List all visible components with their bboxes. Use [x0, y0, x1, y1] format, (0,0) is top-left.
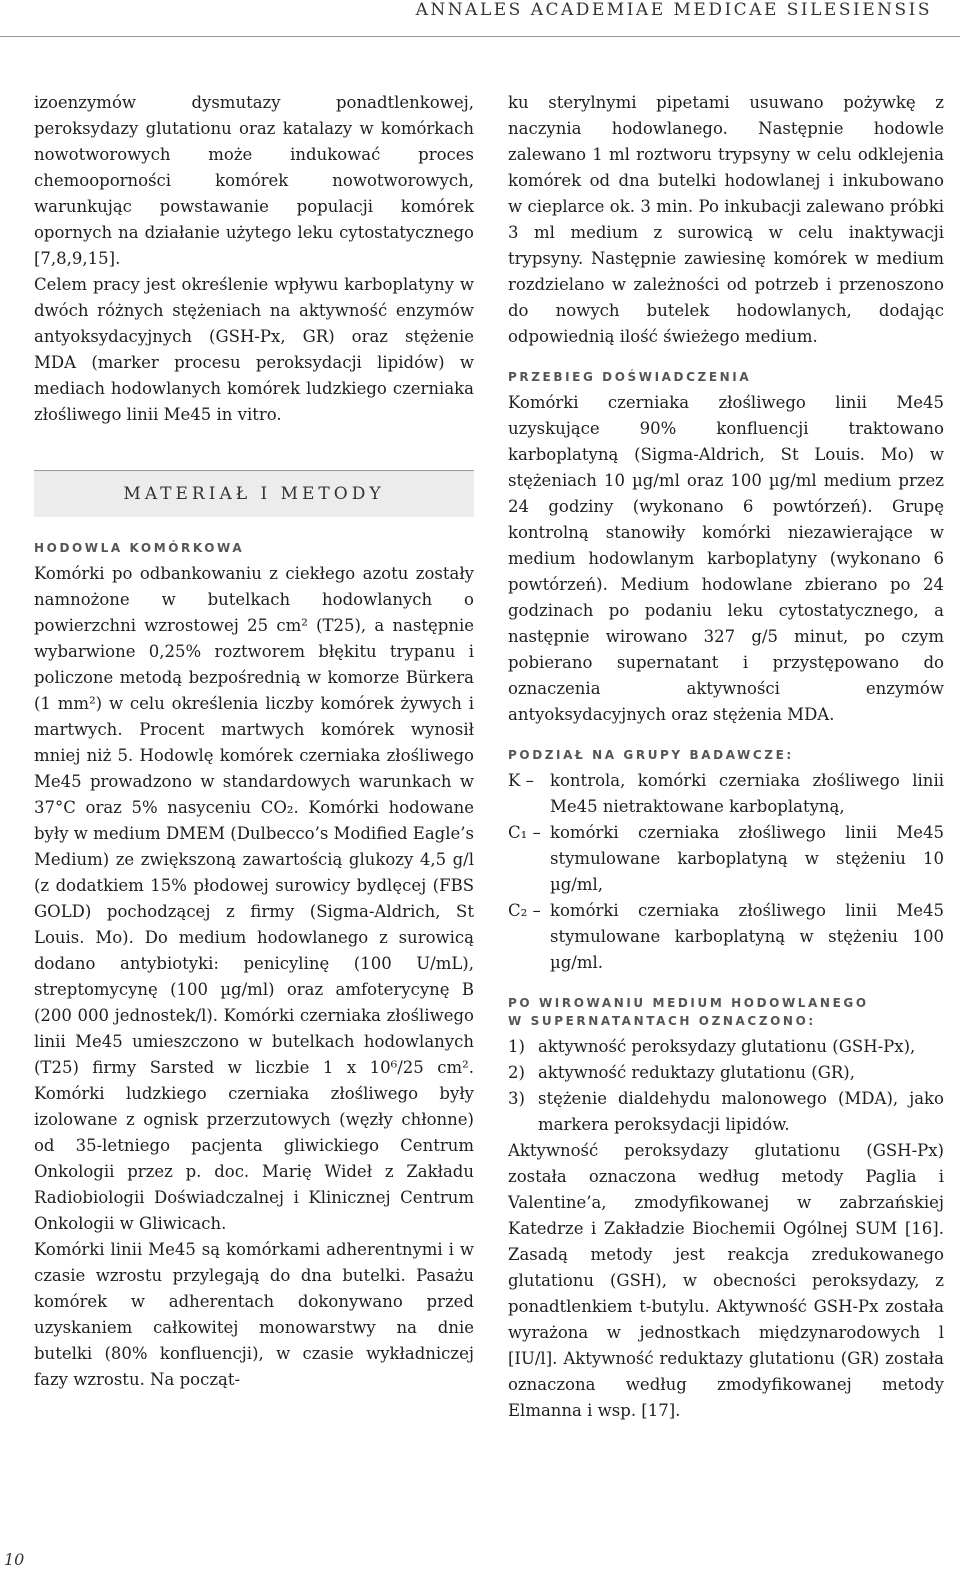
subheading: W SUPERNATANTACH OZNACZONO: — [508, 1014, 816, 1028]
paragraph: Celem pracy jest określenie wpływu karboplatyny w dwóch różnych stężeniach na aktywność enzymów antyoksydacyjnych (GSH-Px, GR) oraz stężenie MDA (marker procesu peroksydacji lipidów) w mediach hodowlanych komórek ludzkiego czerniaka złośliwego linii Me45 in vitro. — [34, 275, 474, 424]
group-text: kontrola, komórki czerniaka złośliwego linii Me45 nietraktowane karboplatyną, — [550, 771, 944, 816]
journal-title: ANNALES ACADEMIAE MEDICAE SILESIENSIS — [415, 0, 932, 20]
group-label: K – — [508, 771, 534, 790]
list-number: 2) — [508, 1063, 525, 1082]
group-item — [508, 898, 944, 976]
section-heading: MATERIAŁ I METODY — [34, 470, 474, 517]
subheading: PODZIAŁ NA GRUPY BADAWCZE: — [508, 748, 794, 762]
paragraph: Komórki linii Me45 są komórkami adherentnymi i w czasie wzrostu przylegają do dna butelki. Pasażu komórek w adherentach dokonywano przed uzyskaniem całkowitej monowarstwy na dnie butelki (80% konfluencji), w czasie wykładniczej fazy wzrostu. Na począt- — [34, 1240, 474, 1389]
page-header — [0, 0, 960, 37]
page-number: 10 — [4, 1550, 25, 1569]
subheading: PRZEBIEG DOŚWIADCZENIA — [508, 370, 752, 384]
list-number: 1) — [508, 1037, 525, 1056]
list-text: aktywność reduktazy glutationu (GR), — [538, 1063, 855, 1082]
paragraph: Aktywność peroksydazy glutationu (GSH-Px) została oznaczona według metody Paglia i Valentine’a, zmodyfikowanej w zabrzańskiej Katedrze i Zakładzie Biochemii Ogólnej SUM [16]. Zasadą metody jest reakcja zredukowanego glutationu (GSH), w obecności peroksydazy, z ponadtlenkiem t-butylu. Aktywność GSH-Px została wyrażona w jednostkach międzynarodowych l [IU/l]. Aktywność reduktazy glutationu (GR) została oznaczona według zmodyfikowanej metody Elmanna i wsp. [17]. — [508, 1141, 944, 1420]
group-label: C₂ – — [508, 901, 541, 920]
list-text: stężenie dialdehydu malonowego (MDA), jako markera peroksydacji lipidów. — [538, 1089, 944, 1134]
list-text: aktywność peroksydazy glutationu (GSH-Px), — [538, 1037, 916, 1056]
paragraph: Komórki po odbankowaniu z ciekłego azotu zostały namnożone w butelkach hodowlanych o powierzchni wzrostowej 25 cm² (T25), a następnie wybarwione 0,25% roztworem błękitu trypanu i policzone metodą bezpośrednią w komorze Bürkera (1 mm²) w celu określenia liczby komórek żywych i martwych. Procent martwych komórek wynosił mniej niż 5. Hodowlę komórek czerniaka złośliwego Me45 prowadzono w standardowych warunkach w 37°C oraz 5% nasyceniu CO₂. Komórki hodowane były w medium DMEM (Dulbecco’s Modified Eagle’s Medium) ze zwiększoną zawartością glukozy 4,5 g/l (z dodatkiem 15% płodowej surowicy bydlęcej (FBS GOLD) pochodzącej z firmy (Sigma-Aldrich, St Louis. Mo). Do medium hodowlanego z surowicą dodano antybiotyki: penicylinę (100 U/mL), streptomycynę (100 µg/ml) oraz amfoterycynę B (200 000 jednostek/l). Komórki czerniaka złośliwego linii Me45 umieszczono w butelkach hodowlanych (T25) firmy Sarsted w liczbie 1 x 10⁶/25 cm². Komórki ludzkiego czerniaka złośliwego były izolowane z ognisk przerzutowych (węzły chłonne) od 35-letniego pacjenta gliwickiego Centrum Onkologii przez p. doc. Marię Wideł z Zakładu Radiobiologii Doświadczalnej i Klinicznej Centrum Onkologii w Gliwicach. — [34, 564, 474, 1233]
group-label: C₁ – — [508, 823, 541, 842]
subheading: HODOWLA KOMÓRKOWA — [34, 541, 245, 555]
group-item — [508, 820, 944, 898]
paragraph: Komórki czerniaka złośliwego linii Me45 uzyskujące 90% konfluencji traktowano karboplatyną (Sigma-Aldrich, St Louis. Mo) w stężeniach 10 µg/ml oraz 100 µg/ml medium przez 24 godziny (wykonano 6 powtórzeń). Grupę kontrolną stanowiły komórki niezawierające w medium hodowlanym karboplatyny (wykonano 6 powtórzeń). Medium hodowlane zbierano po 24 godzinach po podaniu leku cytostatycznego, a następnie wirowano 327 g/5 minut, po czym pobierano supernatant i przystępowano do oznaczenia aktywności enzymów antyoksydacyjnych oraz stężenia MDA. — [508, 393, 944, 724]
group-text: komórki czerniaka złośliwego linii Me45 stymulowane karboplatyną w stężeniu 100 µg/ml. — [550, 901, 944, 972]
list-item — [508, 1086, 944, 1138]
list-item — [508, 1034, 944, 1060]
right-column — [508, 90, 944, 1424]
paragraph: ku sterylnymi pipetami usuwano pożywkę z naczynia hodowlanego. Następnie hodowle zalewano 1 ml roztworu trypsyny w celu odklejenia komórek od dna butelki hodowlanej i inkubowano w cieplarce ok. 3 min. Po inkubacji zalewano próbki 3 ml medium z surowicą w celu inaktywacji trypsyny. Następnie zawiesinę komórek w medium rozdzielano w zależności od potrzeb i przenoszono do nowych butelek hodowlanych, dodając odpowiednią ilość świeżego medium. — [508, 93, 944, 346]
list-item — [508, 1060, 944, 1086]
group-text: komórki czerniaka złośliwego linii Me45 stymulowane karboplatyną w stężeniu 10 µg/ml, — [550, 823, 944, 894]
subheading: PO WIROWANIU MEDIUM HODOWLANEGO — [508, 996, 869, 1010]
group-item — [508, 768, 944, 820]
left-column — [34, 90, 474, 1393]
list-number: 3) — [508, 1089, 525, 1108]
paragraph: izoenzymów dysmutazy ponadtlenkowej, peroksydazy glutationu oraz katalazy w komórkach nowotworowych może indukować proces chemooporności komórek nowotworowych, warunkując powstawanie populacji komórek opornych na działanie użytego leku cytostatycznego [7,8,9,15]. — [34, 93, 474, 268]
